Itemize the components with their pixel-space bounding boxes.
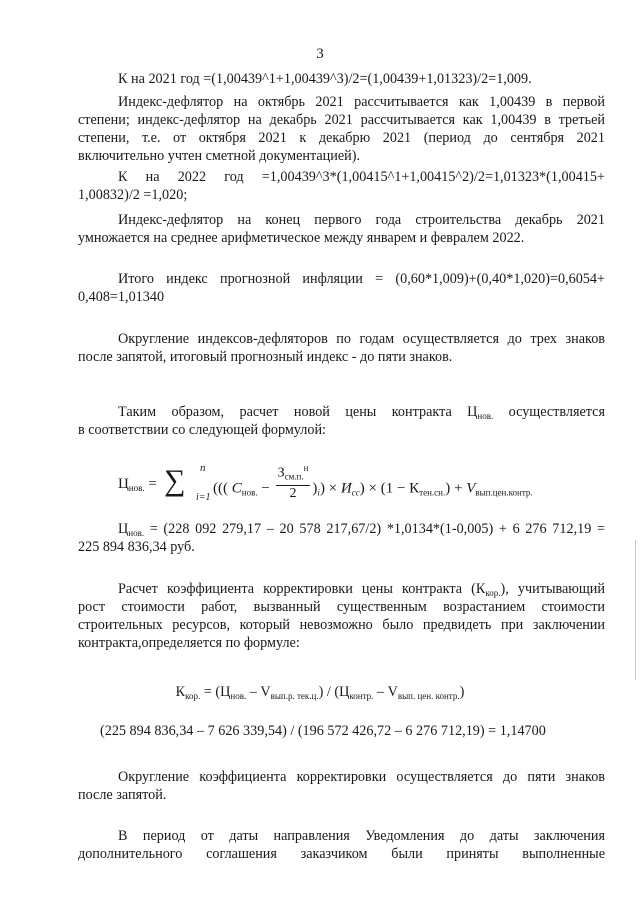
text-line: Индекс-дефлятор на конец первого года строительства декабрь 2021 xyxy=(118,212,605,228)
text-line: степени, т.е. от октября 2021 к декабрю 2021 (период до сентября 2021 xyxy=(78,130,605,146)
sum-sign: ∑ xyxy=(164,464,186,497)
text-line: Индекс-дефлятор на октябрь 2021 рассчитывается как 1,00439 в первой xyxy=(118,94,605,110)
page-number: 3 xyxy=(316,46,324,62)
text-line: контракта,определяется по формуле: xyxy=(78,635,300,651)
price-formula: $Ц_{нов.}$ = ∑ n i=1 ((( $C_{нов.}$ − $\frac{З_{см.п.}^н}{2}$ )$_i) \times И_{сс}) \times (1 - К_{тен.сн.}) + V_{вып.цен.контр.}$ xyxy=(118,462,533,503)
text-line: в соответствии со следующей формулой: xyxy=(78,422,326,438)
text-line: после запятой. xyxy=(78,787,167,803)
text-line: В период от даты направления Уведомления до даты заключения xyxy=(118,828,605,844)
text-line: рост стоимости работ, вызванный существенным возрастанием стоимости xyxy=(78,599,605,615)
text-line: Таким образом, расчет новой цены контракта $Ц_{нов.}$ осуществляется xyxy=(118,404,605,421)
text-line: включительно учтен сметной документацией). xyxy=(78,148,360,164)
text-line: 225 894 836,34 руб. xyxy=(78,539,195,555)
text-line: К на 2022 год =1,00439^3*(1,00415^1+1,00415^2)/2=1,01323*(1,00415+ xyxy=(118,169,605,185)
text-line: Итого индекс прогнозной инфляции = (0,60*1,009)+(0,40*1,020)=0,6054+ xyxy=(118,271,605,287)
text-line: степени; индекс-дефлятор на декабрь 2021 рассчитывается как 1,00439 в третьей xyxy=(78,112,605,128)
text-line: строительных ресурсов, который невозможно было предвидеть при заключении xyxy=(78,617,605,633)
text-line: Округление индексов-дефляторов по годам осуществляется до трех знаков xyxy=(118,331,605,347)
scan-edge xyxy=(635,540,636,680)
text-line: умножается на среднее арифметическое между январем и февралем 2022. xyxy=(78,230,525,246)
text-line: после запятой, итоговый прогнозный индекс - до пяти знаков. xyxy=(78,349,453,365)
text-line: 0,408=1,01340 xyxy=(78,289,165,305)
text-line: (225 894 836,34 – 7 626 339,54) / (196 572 426,72 – 6 276 712,19) = 1,14700 xyxy=(100,723,546,739)
text-line: Округление коэффициента корректировки осуществляется до пяти знаков xyxy=(118,769,605,785)
text-line: 1,00832)/2 =1,020; xyxy=(78,187,188,203)
text-line: дополнительного соглашения заказчиком были приняты выполненные xyxy=(78,846,605,862)
text-line: $Ц_{нов.} = (228$ 092 279,17 – 20 578 217,67/2) *1,0134*(1-0,005) + 6 276 712,19 = xyxy=(118,521,605,538)
text-line: К на 2021 год =(1,00439^1+1,00439^3)/2=(1,00439+1,01323)/2=1,009. xyxy=(118,71,532,87)
text-line: Расчет коэффициента корректировки цены контракта $(К_{кор.})$, учитывающий xyxy=(118,581,605,598)
k-formula: $К_{кор.} = (Ц_{нов.} - V_{вып.р. тек.ц.}) / (Ц_{контр.} - V_{вып. цен. контр.})$ xyxy=(175,684,465,701)
